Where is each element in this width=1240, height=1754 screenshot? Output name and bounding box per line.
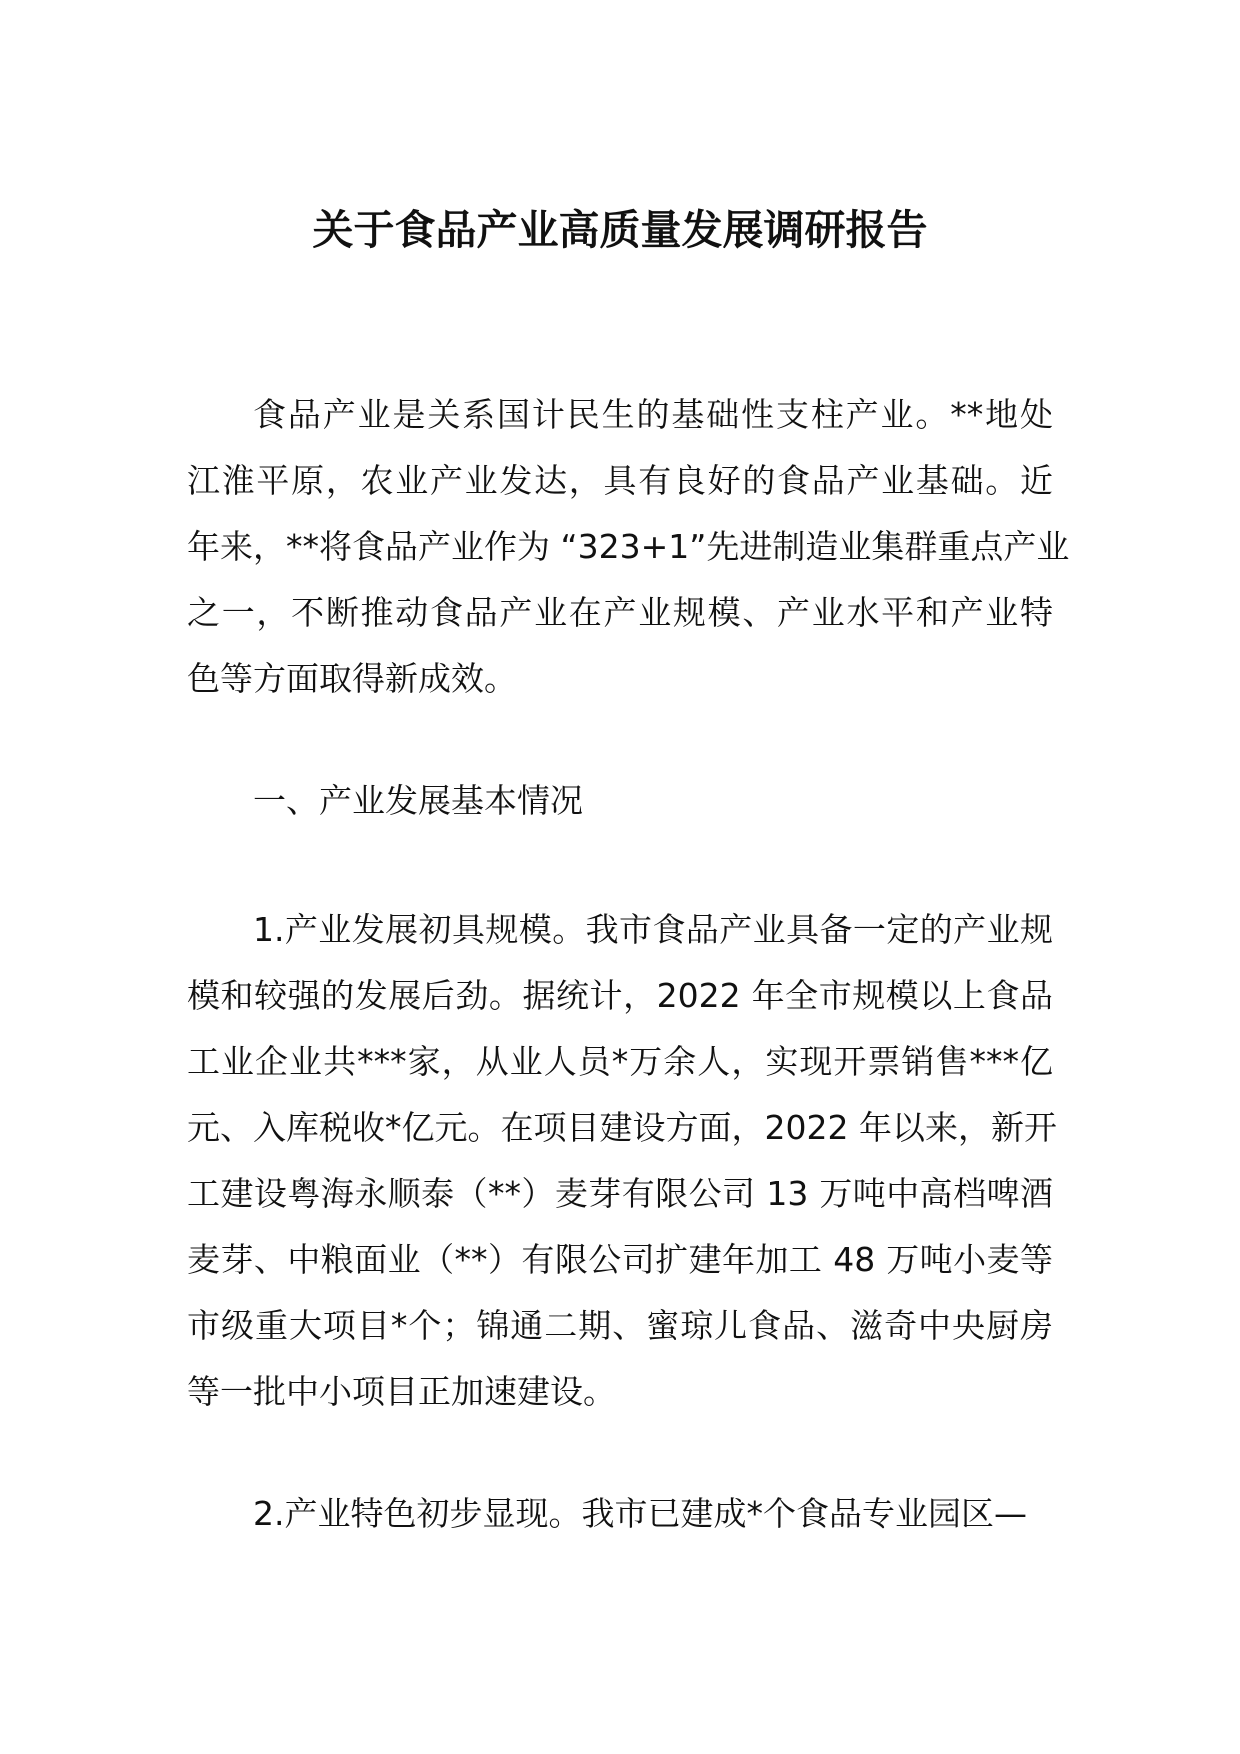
paragraph-line: 1.产业发展初具规模。我市食品产业具备一定的产业规 bbox=[253, 910, 1053, 949]
paragraph-line: 之一，不断推动食品产业在产业规模、产业水平和产业特 bbox=[187, 593, 1053, 632]
paragraph-line: 等一批中小项目正加速建设。 bbox=[187, 1372, 616, 1411]
paragraph-line: 模和较强的发展后劲。据统计，2022 年全市规模以上食品 bbox=[187, 976, 1053, 1015]
paragraph-line: 市级重大项目*个；锦通二期、蜜琼儿食品、滋奇中央厨房 bbox=[187, 1306, 1053, 1345]
paragraph-line: 元、入库税收*亿元。在项目建设方面，2022 年以来，新开 bbox=[187, 1108, 1057, 1147]
item-1-paragraph bbox=[187, 897, 1057, 1425]
item-2-paragraph bbox=[187, 1481, 1053, 1547]
section-1-heading: 一、产业发展基本情况 bbox=[253, 781, 583, 820]
paragraph-line: 工建设粤海永顺泰（**）麦芽有限公司 13 万吨中高档啤酒 bbox=[187, 1174, 1053, 1213]
document-title: 关于食品产业高质量发展调研报告 bbox=[312, 206, 928, 254]
section-heading bbox=[187, 768, 1053, 834]
paragraph-line: 工业企业共***家，从业人员*万余人，实现开票销售***亿 bbox=[187, 1042, 1053, 1081]
paragraph-line: 江淮平原，农业产业发达，具有良好的食品产业基础。近 bbox=[187, 461, 1053, 500]
paragraph-line: 年来，**将食品产业作为 “323+1”先进制造业集群重点产业 bbox=[187, 527, 1070, 566]
paragraph-line: 2.产业特色初步显现。我市已建成*个食品专业园区— bbox=[253, 1494, 1027, 1533]
paragraph-line: 色等方面取得新成效。 bbox=[187, 659, 517, 698]
paragraph-line: 麦芽、中粮面业（**）有限公司扩建年加工 48 万吨小麦等 bbox=[187, 1240, 1053, 1279]
paragraph-line: 食品产业是关系国计民生的基础性支柱产业。**地处 bbox=[253, 395, 1053, 434]
intro-paragraph bbox=[187, 382, 1070, 712]
